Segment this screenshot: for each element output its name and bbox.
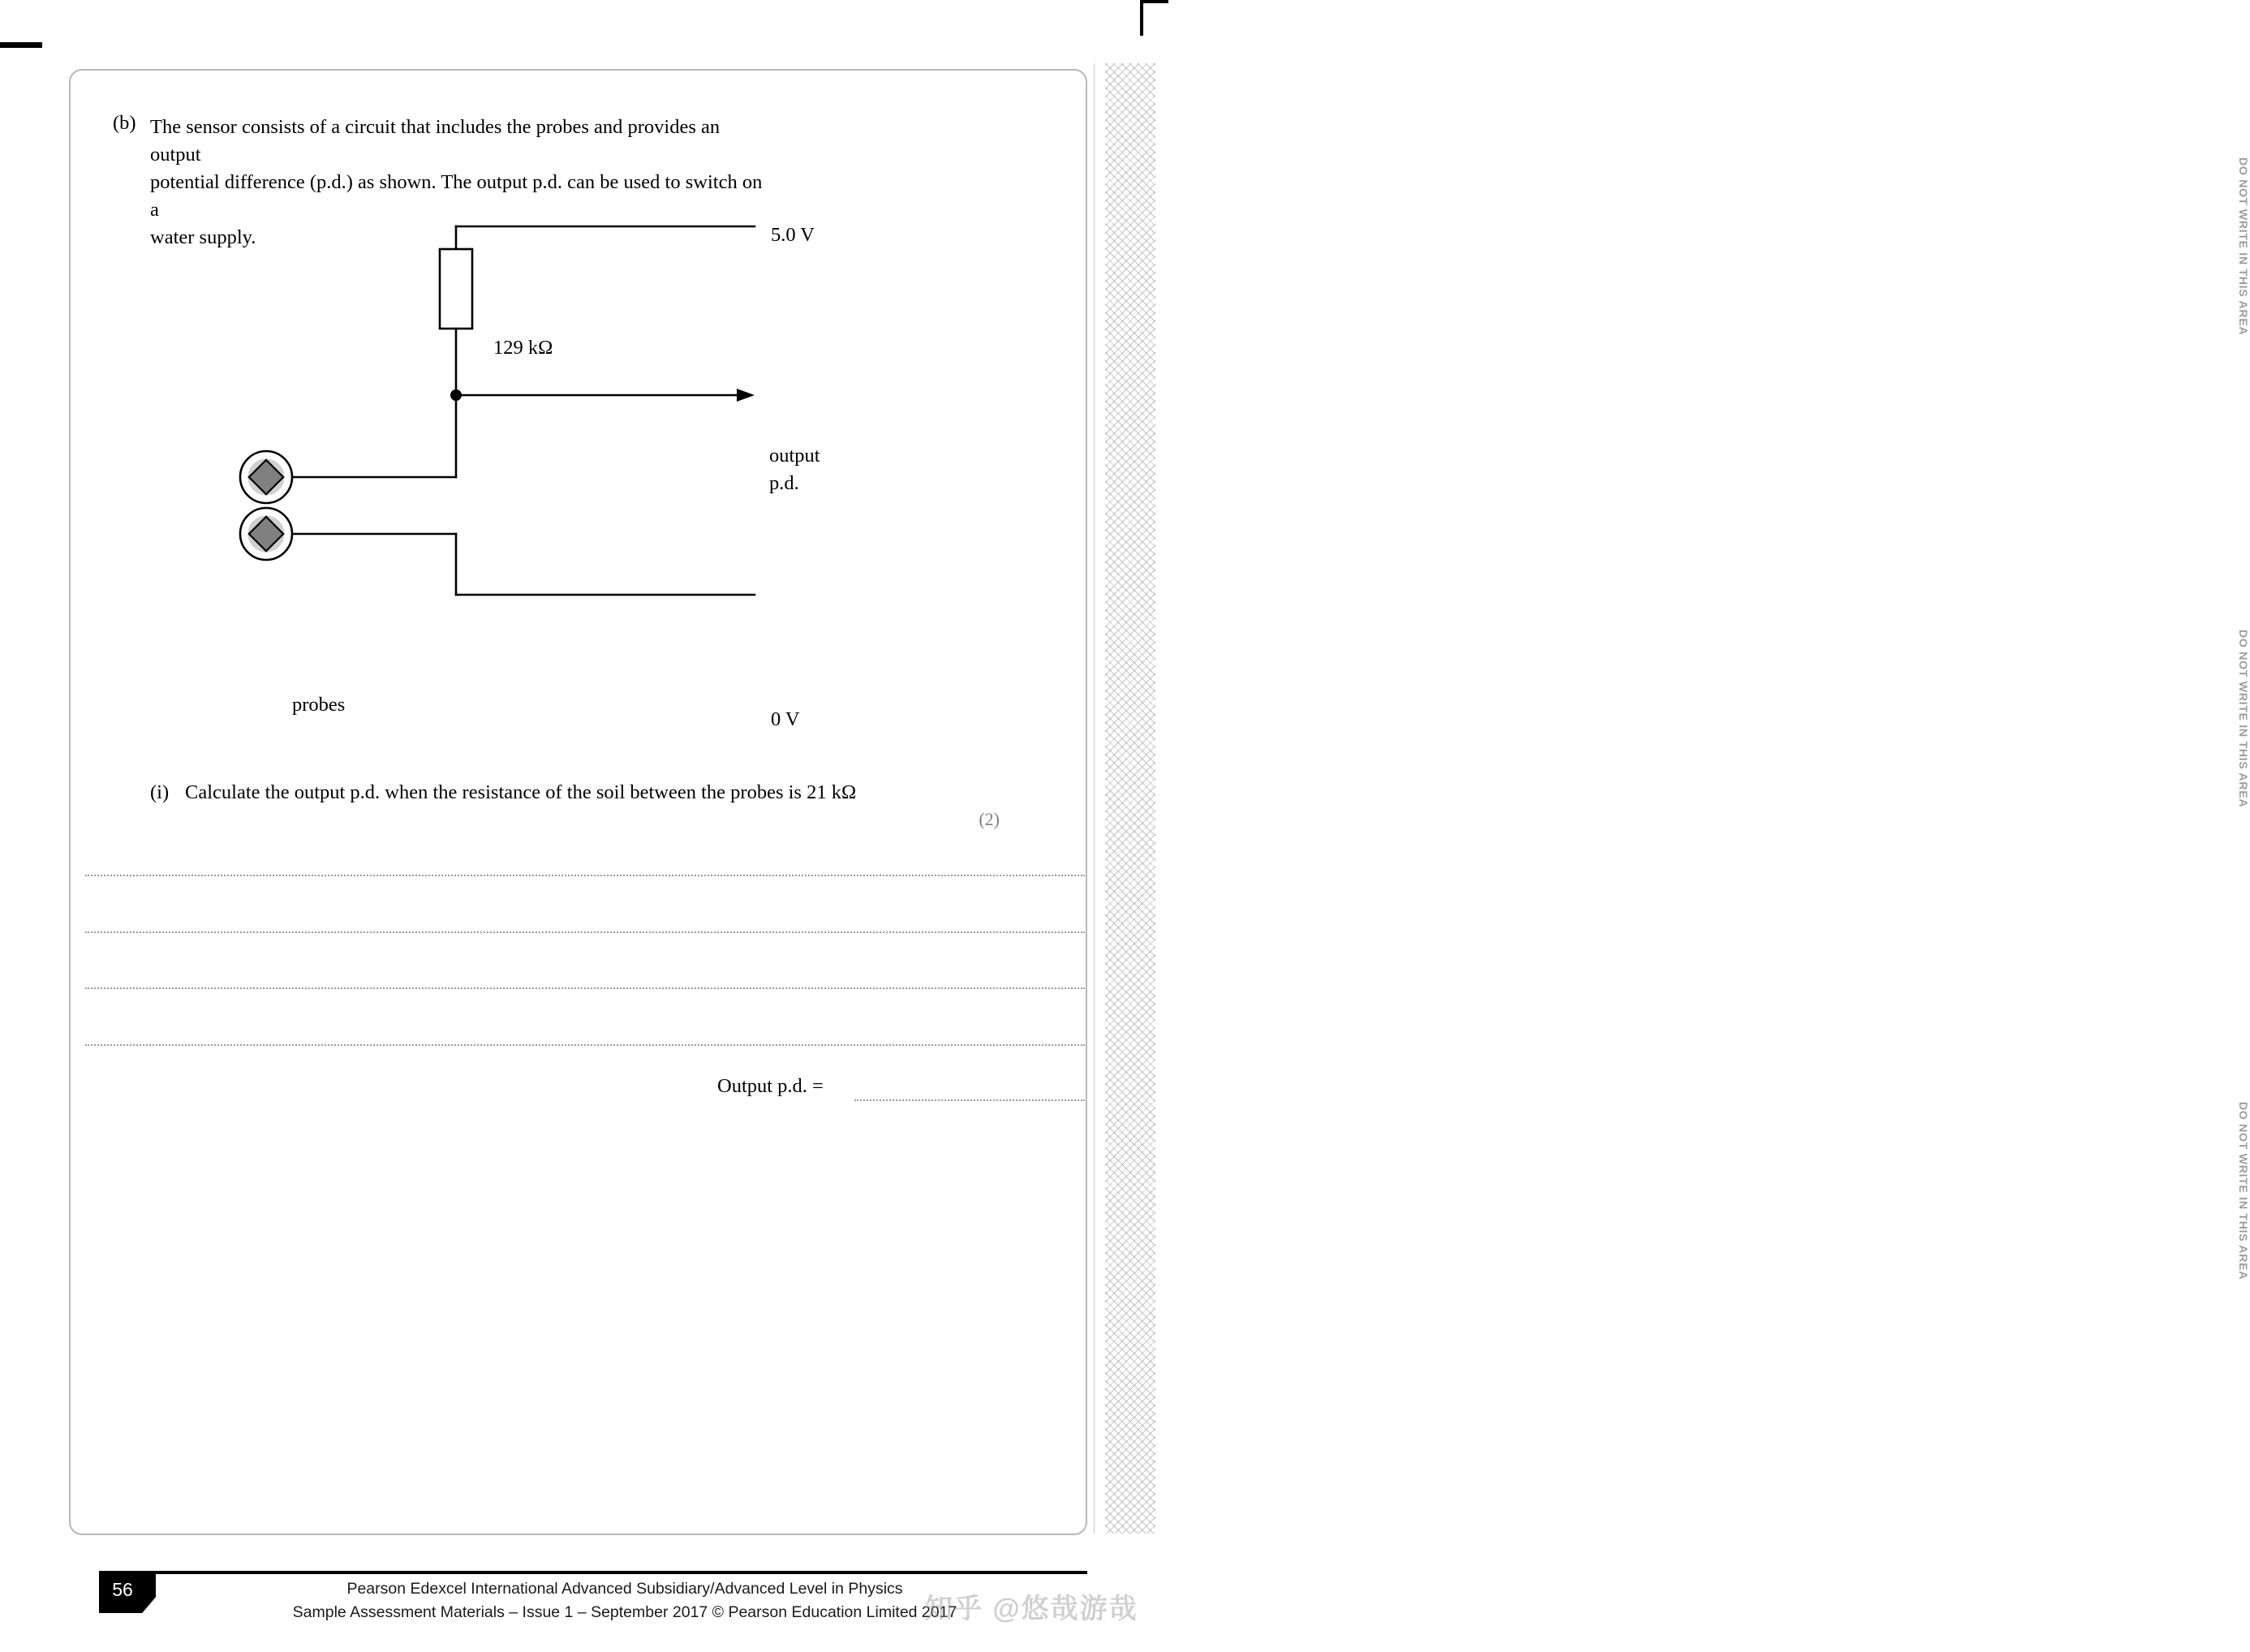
question-part-b-line-2: potential difference (p.d.) as shown. The output p.d. can be used to switch on a (150, 171, 763, 221)
junction-dot (450, 389, 462, 401)
side-band-divider (1094, 63, 1095, 1534)
question-part-i-text: Calculate the output p.d. when the resistance of the soil between the probes is 21 kΩ (185, 781, 857, 803)
crop-mark-top-right-vertical (1140, 0, 1143, 36)
do-not-write-text-3: DO NOT WRITE IN THIS AREA (2237, 1101, 2250, 1280)
question-part-b-line-1: The sensor consists of a circuit that includes the probes and provides an output (150, 116, 721, 166)
footer-line-1: Pearson Edexcel International Advanced Subsidiary/Advanced Level in Physics (346, 1580, 903, 1598)
marks-allocation: (2) (979, 809, 1000, 829)
do-not-write-text-1: DO NOT WRITE IN THIS AREA (2237, 157, 2250, 336)
page-number: 56 (112, 1579, 133, 1600)
crop-mark-top-right-horizontal (1140, 0, 1168, 3)
output-answer-prompt: Output p.d. = (717, 1075, 824, 1097)
footer-line-2: Sample Assessment Materials – Issue 1 – September 2017 © Pearson Education Limited 2017 (292, 1603, 957, 1621)
label-ground-voltage: 0 V (771, 708, 800, 730)
do-not-write-band (1105, 63, 2250, 1534)
answer-line-2[interactable] (85, 931, 1085, 933)
answer-line-4[interactable] (85, 1044, 1085, 1046)
label-output-line-1: output (769, 445, 820, 467)
label-output-line-2: p.d. (769, 472, 799, 494)
footer-rule (132, 1571, 1087, 1574)
probe-symbol-upper (240, 451, 292, 503)
question-part-i-label: (i) (150, 781, 170, 803)
label-probes: probes (292, 694, 346, 716)
label-supply-voltage: 5.0 V (771, 224, 815, 246)
circuit-diagram (268, 207, 852, 734)
watermark: 知乎 @悠哉游哉 (925, 1594, 1138, 1624)
label-resistor-value: 129 kΩ (493, 337, 553, 359)
probe-symbol-lower (240, 508, 292, 560)
question-part-b-line-3: water supply. (150, 226, 256, 248)
crop-mark-top-left (0, 42, 42, 48)
output-arrow-head (737, 389, 755, 402)
do-not-write-text-2: DO NOT WRITE IN THIS AREA (2237, 629, 2250, 808)
answer-line-3[interactable] (85, 987, 1085, 989)
question-part-b-label: (b) (113, 112, 136, 134)
output-answer-line[interactable] (854, 1099, 1085, 1101)
resistor-body (440, 249, 472, 329)
answer-line-1[interactable] (85, 875, 1085, 876)
